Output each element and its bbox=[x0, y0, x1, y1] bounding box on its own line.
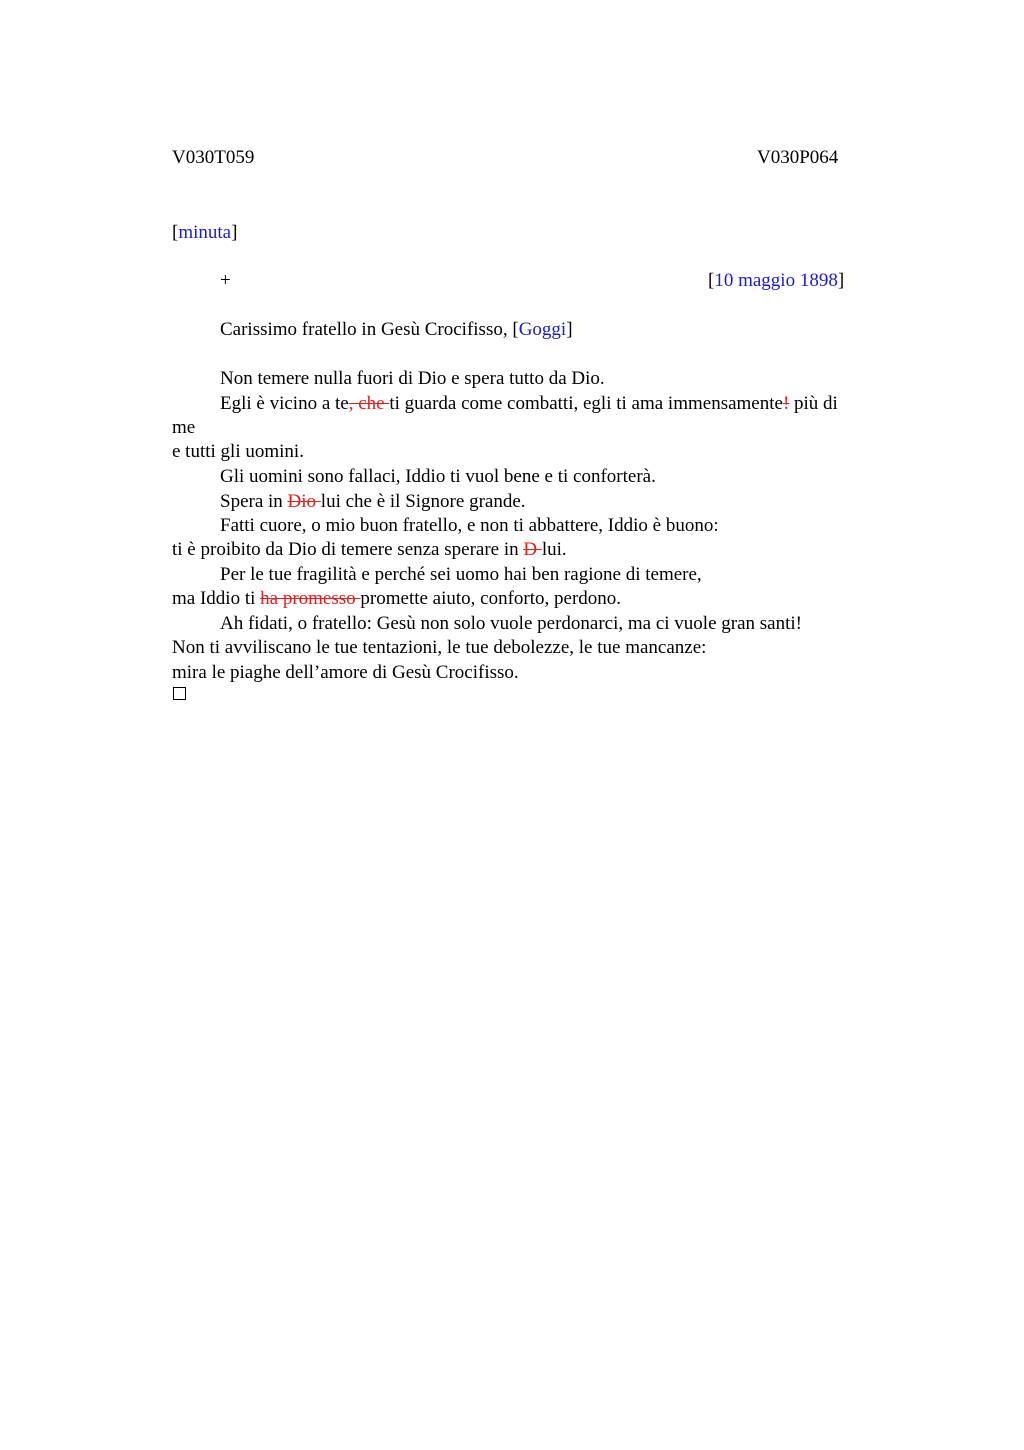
text-line: ti è proibito da Dio di temere senza sperare in D lui. bbox=[172, 539, 567, 560]
deleted-text: , che bbox=[348, 393, 390, 414]
text-line: Ah fidati, o fratello: Gesù non solo vuole perdonarci, ma ci vuole gran santi! bbox=[220, 613, 802, 634]
deleted-text: D bbox=[523, 539, 542, 560]
text-line: Fatti cuore, o mio buon fratello, e non ti abbattere, Iddio è buono: bbox=[220, 515, 719, 536]
end-square-icon bbox=[173, 687, 186, 700]
document-code-left: V030T059 bbox=[172, 147, 255, 168]
text-line: ma Iddio ti ha promesso promette aiuto, conforto, perdono. bbox=[172, 588, 622, 609]
editorial-note: [minuta] bbox=[172, 222, 238, 243]
deleted-text: ! bbox=[782, 393, 790, 414]
letter-date: [10 maggio 1898] bbox=[708, 270, 845, 291]
cross-symbol: + bbox=[220, 270, 231, 291]
text-line: Non temere nulla fuori di Dio e spera tutto da Dio. bbox=[220, 368, 605, 389]
editorial-note-text: minuta bbox=[178, 222, 232, 243]
recipient-name: Goggi bbox=[518, 319, 567, 340]
text-line: e tutti gli uomini. bbox=[172, 441, 304, 462]
text-line: Non ti avviliscano le tue tentazioni, le tue debolezze, le tue mancanze: bbox=[172, 637, 707, 658]
text-line: Gli uomini sono fallaci, Iddio ti vuol bene e ti conforterà. bbox=[220, 466, 656, 487]
text-line: Egli è vicino a te, che ti guarda come combatti, egli ti ama immensamente! più di bbox=[220, 393, 838, 414]
text-line: mira le piaghe dell’amore di Gesù Crocifisso. bbox=[172, 662, 519, 683]
salutation: Carissimo fratello in Gesù Crocifisso, [Goggi] bbox=[220, 319, 573, 340]
document-code-right: V030P064 bbox=[757, 147, 839, 168]
letter-date-text: 10 maggio 1898 bbox=[714, 270, 838, 291]
deleted-text: Dio bbox=[287, 491, 321, 512]
text-line: Per le tue fragilità e perché sei uomo hai ben ragione di temere, bbox=[220, 564, 702, 585]
text-line: me bbox=[172, 417, 196, 438]
text-line: Spera in Dio lui che è il Signore grande. bbox=[220, 491, 526, 512]
deleted-text: ha promesso bbox=[260, 588, 361, 609]
